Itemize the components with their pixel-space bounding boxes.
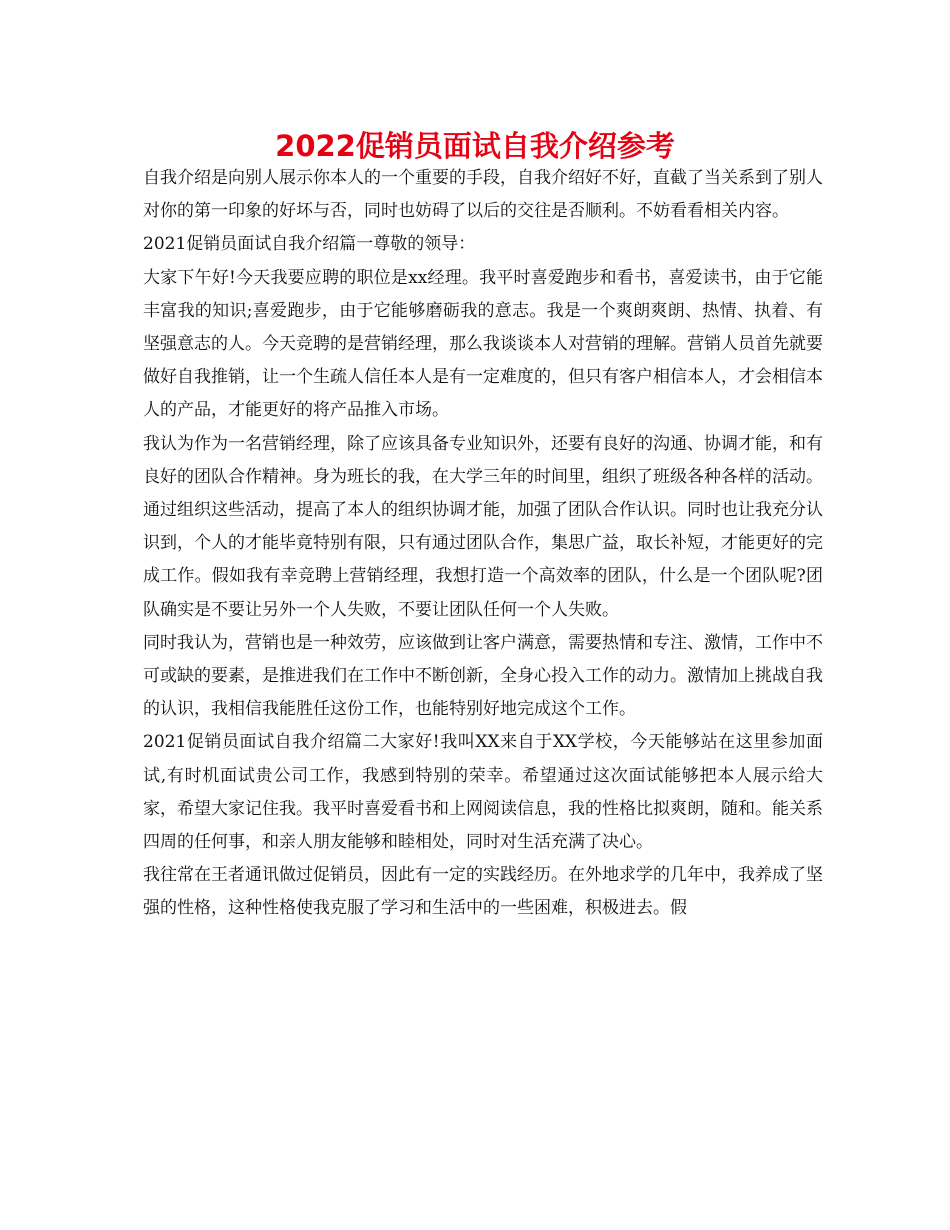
paragraph-section-two: 2021促销员面试自我介绍篇二大家好!我叫XX来自于XX学校，今天能够站在这里参加面试,有时机面试贵公司工作，我感到特别的荣幸。希望通过这次面试能够把本人展示给大家，希望大家记住我。我平时喜爱看书和上网阅读信息，我的性格比拟爽朗，随和。能关系四周的任何事，和亲人朋友能够和睦相处，同时对生活充满了决心。: [143, 732, 823, 853]
document-title: 2022促销员面试自我介绍参考: [275, 129, 675, 163]
paragraph-teamwork: 我认为作为一名营销经理，除了应该具备专业知识外，还要有良好的沟通、协调才能，和有良好的团队合作精神。身为班长的我，在大学三年的时间里，组织了班级各种各样的活动。通过组织这些活动，提高了本人的组织协调才能，加强了团队合作认识。同时也让我充分认识到，个人的才能毕竟特别有限，只有通过团队合作，集思广益，取长补短，才能更好的完成工作。假如我有幸竞聘上营销经理，我想打造一个高效率的团队，什么是一个团队呢?团队确实是不要让另外一个人失败，不要让团队任何一个人失败。: [143, 433, 823, 620]
paragraph-experience: 我往常在王者通讯做过促销员，因此有一定的实践经历。在外地求学的几年中，我养成了坚强的性格，这种性格使我克服了学习和生活中的一些困难，积极进去。假: [143, 865, 823, 919]
paragraph-section-one-heading: 2021促销员面试自我介绍篇一尊敬的领导：: [143, 234, 476, 255]
paragraph-service: 同时我认为，营销也是一种效劳，应该做到让客户满意，需要热情和专注、激情，工作中不可或缺的要素，是推进我们在工作中不断创新，全身心投入工作的动力。激情加上挑战自我的认识，我相信我能胜任这份工作，也能特别好地完成这个工作。: [143, 632, 823, 720]
paragraph-greeting: 大家下午好!今天我要应聘的职位是xx经理。我平时喜爱跑步和看书，喜爱读书，由于它能丰富我的知识;喜爱跑步，由于它能够磨砺我的意志。我是一个爽朗爽朗、热情、执着、有坚强意志的人。今天竞聘的是营销经理，那么我谈谈本人对营销的理解。营销人员首先就要做好自我推销，让一个生疏人信任本人是有一定难度的，但只有客户相信本人，才会相信本人的产品，才能更好的将产品推入市场。: [143, 267, 823, 421]
paragraph-intro: 自我介绍是向别人展示你本人的一个重要的手段，自我介绍好不好，直截了当关系到了别人对你的第一印象的好坏与否，同时也妨碍了以后的交往是否顺利。不妨看看相关内容。: [143, 168, 823, 222]
document-body: [143, 162, 823, 926]
